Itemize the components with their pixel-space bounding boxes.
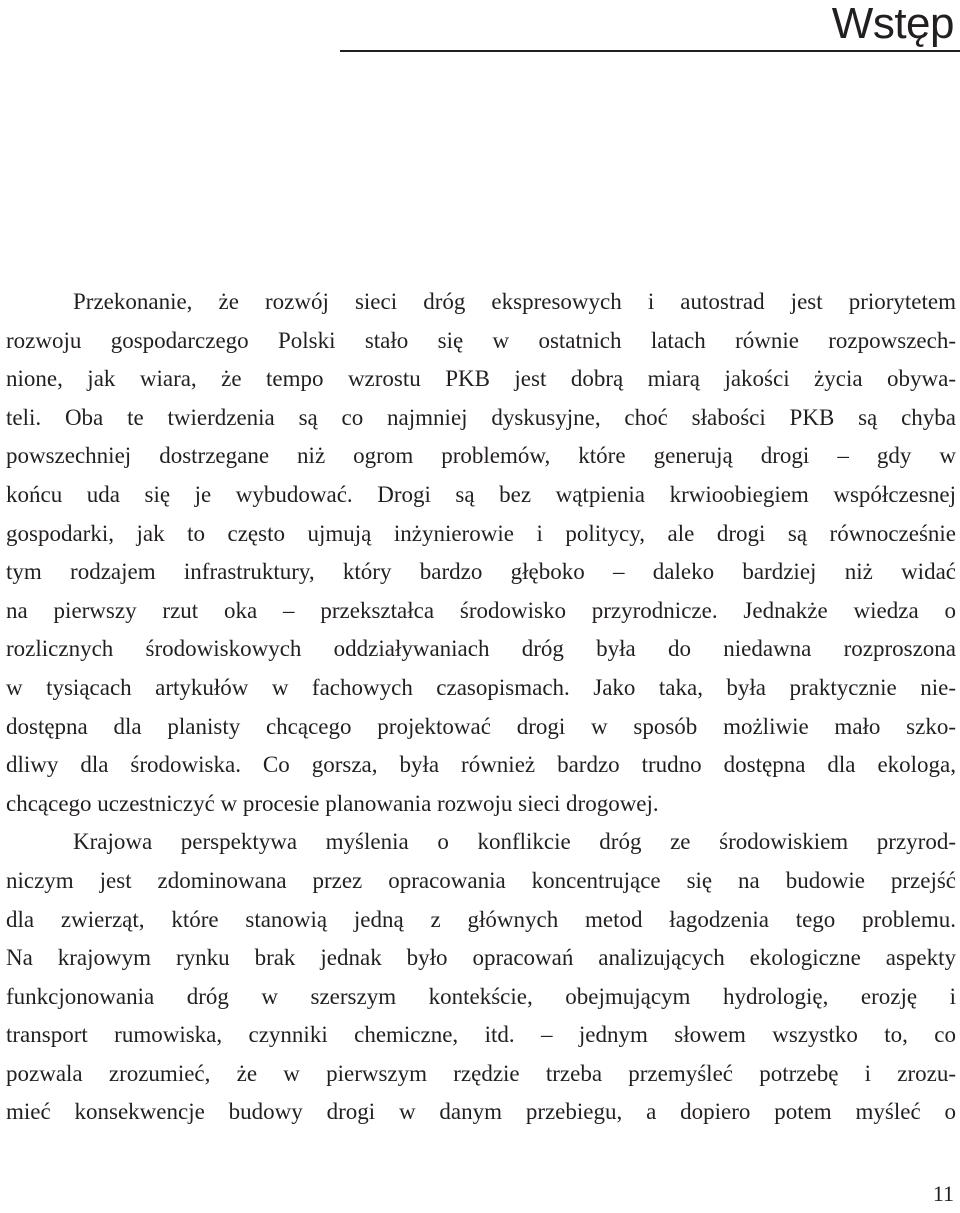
text-line: transport rumowiska, czynniki chemiczne, itd. – jednym słowem wszystko to, co [6, 1022, 956, 1048]
text-line: w tysiącach artykułów w fachowych czasopismach. Jako taka, była praktycznie nie- [6, 674, 956, 700]
text-line: rozwoju gospodarczego Polski stało się w ostatnich latach równie rozpowszech- [6, 327, 956, 353]
chapter-title: Wstęp [831, 0, 954, 48]
text-line: mieć konsekwencje budowy drogi w danym przebiegu, a dopiero potem myśleć o [6, 1099, 956, 1125]
text-line: Przekonanie, że rozwój sieci dróg ekspresowych i autostrad jest priorytetem [73, 289, 956, 314]
text-line: powszechniej dostrzegane niż ogrom problemów, które generują drogi – gdy w [6, 443, 956, 469]
text-line: Krajowa perspektywa myślenia o konflikcie dróg ze środowiskiem przyrod- [73, 829, 956, 855]
text-line: gospodarki, jak to często ujmują inżynierowie i politycy, ale drogi są równocześnie [6, 520, 956, 546]
page-number: 11 [932, 1181, 954, 1206]
text-line: pozwala zrozumieć, że w pierwszym rzędzie trzeba przemyśleć potrzebę i zrozu- [6, 1060, 956, 1086]
text-line: dliwy dla środowiska. Co gorsza, była również bardzo trudno dostępna dla ekologa, [6, 752, 956, 778]
text-line: funkcjonowania dróg w szerszym kontekście, obejmującym hydrologię, erozję i [6, 983, 956, 1009]
text-line: na pierwszy rzut oka – przekształca środowisko przyrodnicze. Jednakże wiedza o [6, 597, 956, 623]
text-line: rozlicznych środowiskowych oddziaływaniach dróg była do niedawna rozproszona [6, 636, 956, 662]
text-line: niczym jest zdominowana przez opracowania koncentrujące się na budowie przejść [6, 867, 956, 893]
text-line: tym rodzajem infrastruktury, który bardzo głęboko – daleko bardziej niż widać [6, 559, 956, 585]
text-line: nione, jak wiara, że tempo wzrostu PKB jest dobrą miarą jakości życia obywa- [6, 366, 956, 392]
text-line: dostępna dla planisty chcącego projektować drogi w sposób możliwie mało szko- [6, 713, 956, 739]
text-line: teli. Oba te twierdzenia są co najmniej dyskusyjne, choć słabości PKB są chyba [6, 404, 956, 430]
header-rule [340, 50, 960, 52]
text-line: dla zwierząt, które stanowią jedną z głównych metod łagodzenia tego problemu. [6, 906, 956, 932]
text-line: końcu uda się je wybudować. Drogi są bez wątpienia krwioobiegiem współczesnej [6, 481, 956, 507]
body-text [6, 283, 956, 1132]
text-line: chcącego uczestniczyć w procesie planowania rozwoju sieci drogowej. [6, 790, 659, 816]
text-line: Na krajowym rynku brak jednak było opracowań analizujących ekologiczne aspekty [6, 945, 956, 971]
